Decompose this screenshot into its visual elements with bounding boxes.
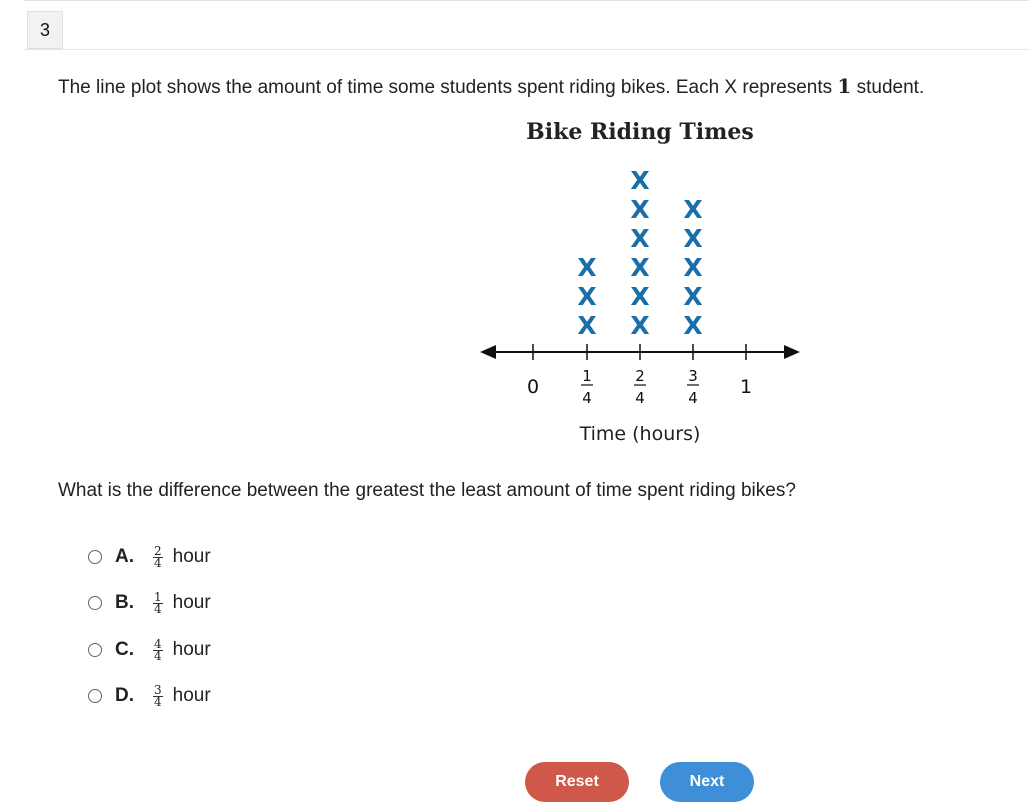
fraction-numerator: 3 bbox=[154, 682, 162, 697]
answer-choice[interactable] bbox=[88, 540, 211, 574]
left-arrow-icon bbox=[480, 345, 496, 359]
choice-unit: hour bbox=[172, 592, 211, 613]
choice-unit: hour bbox=[172, 639, 211, 660]
x-mark: X bbox=[630, 311, 650, 340]
prompt-number: 1 bbox=[837, 74, 852, 98]
x-mark: X bbox=[683, 195, 703, 224]
tick-label-numerator: 1 bbox=[582, 367, 592, 385]
fraction-denominator: 4 bbox=[154, 601, 162, 616]
fraction-numerator: 1 bbox=[154, 589, 162, 604]
answer-choice[interactable] bbox=[88, 633, 211, 667]
x-mark: X bbox=[577, 311, 597, 340]
fraction-denominator: 4 bbox=[154, 648, 162, 663]
choice-fraction bbox=[153, 543, 163, 570]
choice-unit: hour bbox=[172, 546, 211, 567]
tick-label-denominator: 4 bbox=[635, 389, 645, 407]
question-number: 3 bbox=[27, 11, 63, 49]
fraction-numerator: 4 bbox=[154, 636, 162, 651]
answer-choice[interactable] bbox=[88, 586, 211, 620]
choice-fraction bbox=[153, 636, 163, 663]
x-mark: X bbox=[577, 253, 597, 282]
next-button[interactable]: Next bbox=[660, 762, 754, 802]
line-plot bbox=[0, 110, 1029, 460]
chart-title: Bike Riding Times bbox=[526, 119, 754, 145]
prompt-text: The line plot shows the amount of time some students spent riding bikes. Each X represents bbox=[58, 77, 838, 98]
tick-label: 0 bbox=[526, 376, 540, 398]
radio-button[interactable] bbox=[88, 643, 102, 657]
choice-fraction bbox=[153, 682, 163, 709]
choice-unit: hour bbox=[172, 685, 211, 706]
x-mark: X bbox=[683, 282, 703, 311]
tick-label-denominator: 4 bbox=[688, 389, 698, 407]
right-arrow-icon bbox=[784, 345, 800, 359]
choice-letter: D. bbox=[115, 685, 134, 706]
tick-label-denominator: 4 bbox=[582, 389, 592, 407]
x-mark: X bbox=[630, 195, 650, 224]
question-prompt bbox=[58, 74, 924, 99]
tick-label-numerator: 2 bbox=[635, 367, 645, 385]
tick-label: 1 bbox=[739, 376, 753, 398]
choice-letter: C. bbox=[115, 639, 134, 660]
x-mark: X bbox=[577, 282, 597, 311]
radio-button[interactable] bbox=[88, 596, 102, 610]
x-mark: X bbox=[683, 253, 703, 282]
reset-button[interactable]: Reset bbox=[525, 762, 629, 802]
x-mark: X bbox=[630, 166, 650, 195]
radio-button[interactable] bbox=[88, 689, 102, 703]
choice-letter: A. bbox=[115, 546, 134, 567]
radio-button[interactable] bbox=[88, 550, 102, 564]
x-axis-label: Time (hours) bbox=[579, 423, 701, 445]
x-mark: X bbox=[630, 282, 650, 311]
x-mark: X bbox=[683, 224, 703, 253]
question-header-bar bbox=[24, 0, 1029, 50]
answer-choice[interactable] bbox=[88, 679, 211, 713]
choice-fraction bbox=[153, 589, 163, 616]
fraction-denominator: 4 bbox=[154, 694, 162, 709]
x-mark: X bbox=[683, 311, 703, 340]
tick-label-numerator: 3 bbox=[688, 367, 698, 385]
prompt-end: student. bbox=[851, 77, 925, 98]
x-mark: X bbox=[630, 224, 650, 253]
fraction-numerator: 2 bbox=[154, 543, 162, 558]
fraction-denominator: 4 bbox=[154, 555, 162, 570]
choice-letter: B. bbox=[115, 592, 134, 613]
x-mark: X bbox=[630, 253, 650, 282]
question-ask: What is the difference between the greatest the least amount of time spent riding bikes? bbox=[58, 480, 796, 501]
